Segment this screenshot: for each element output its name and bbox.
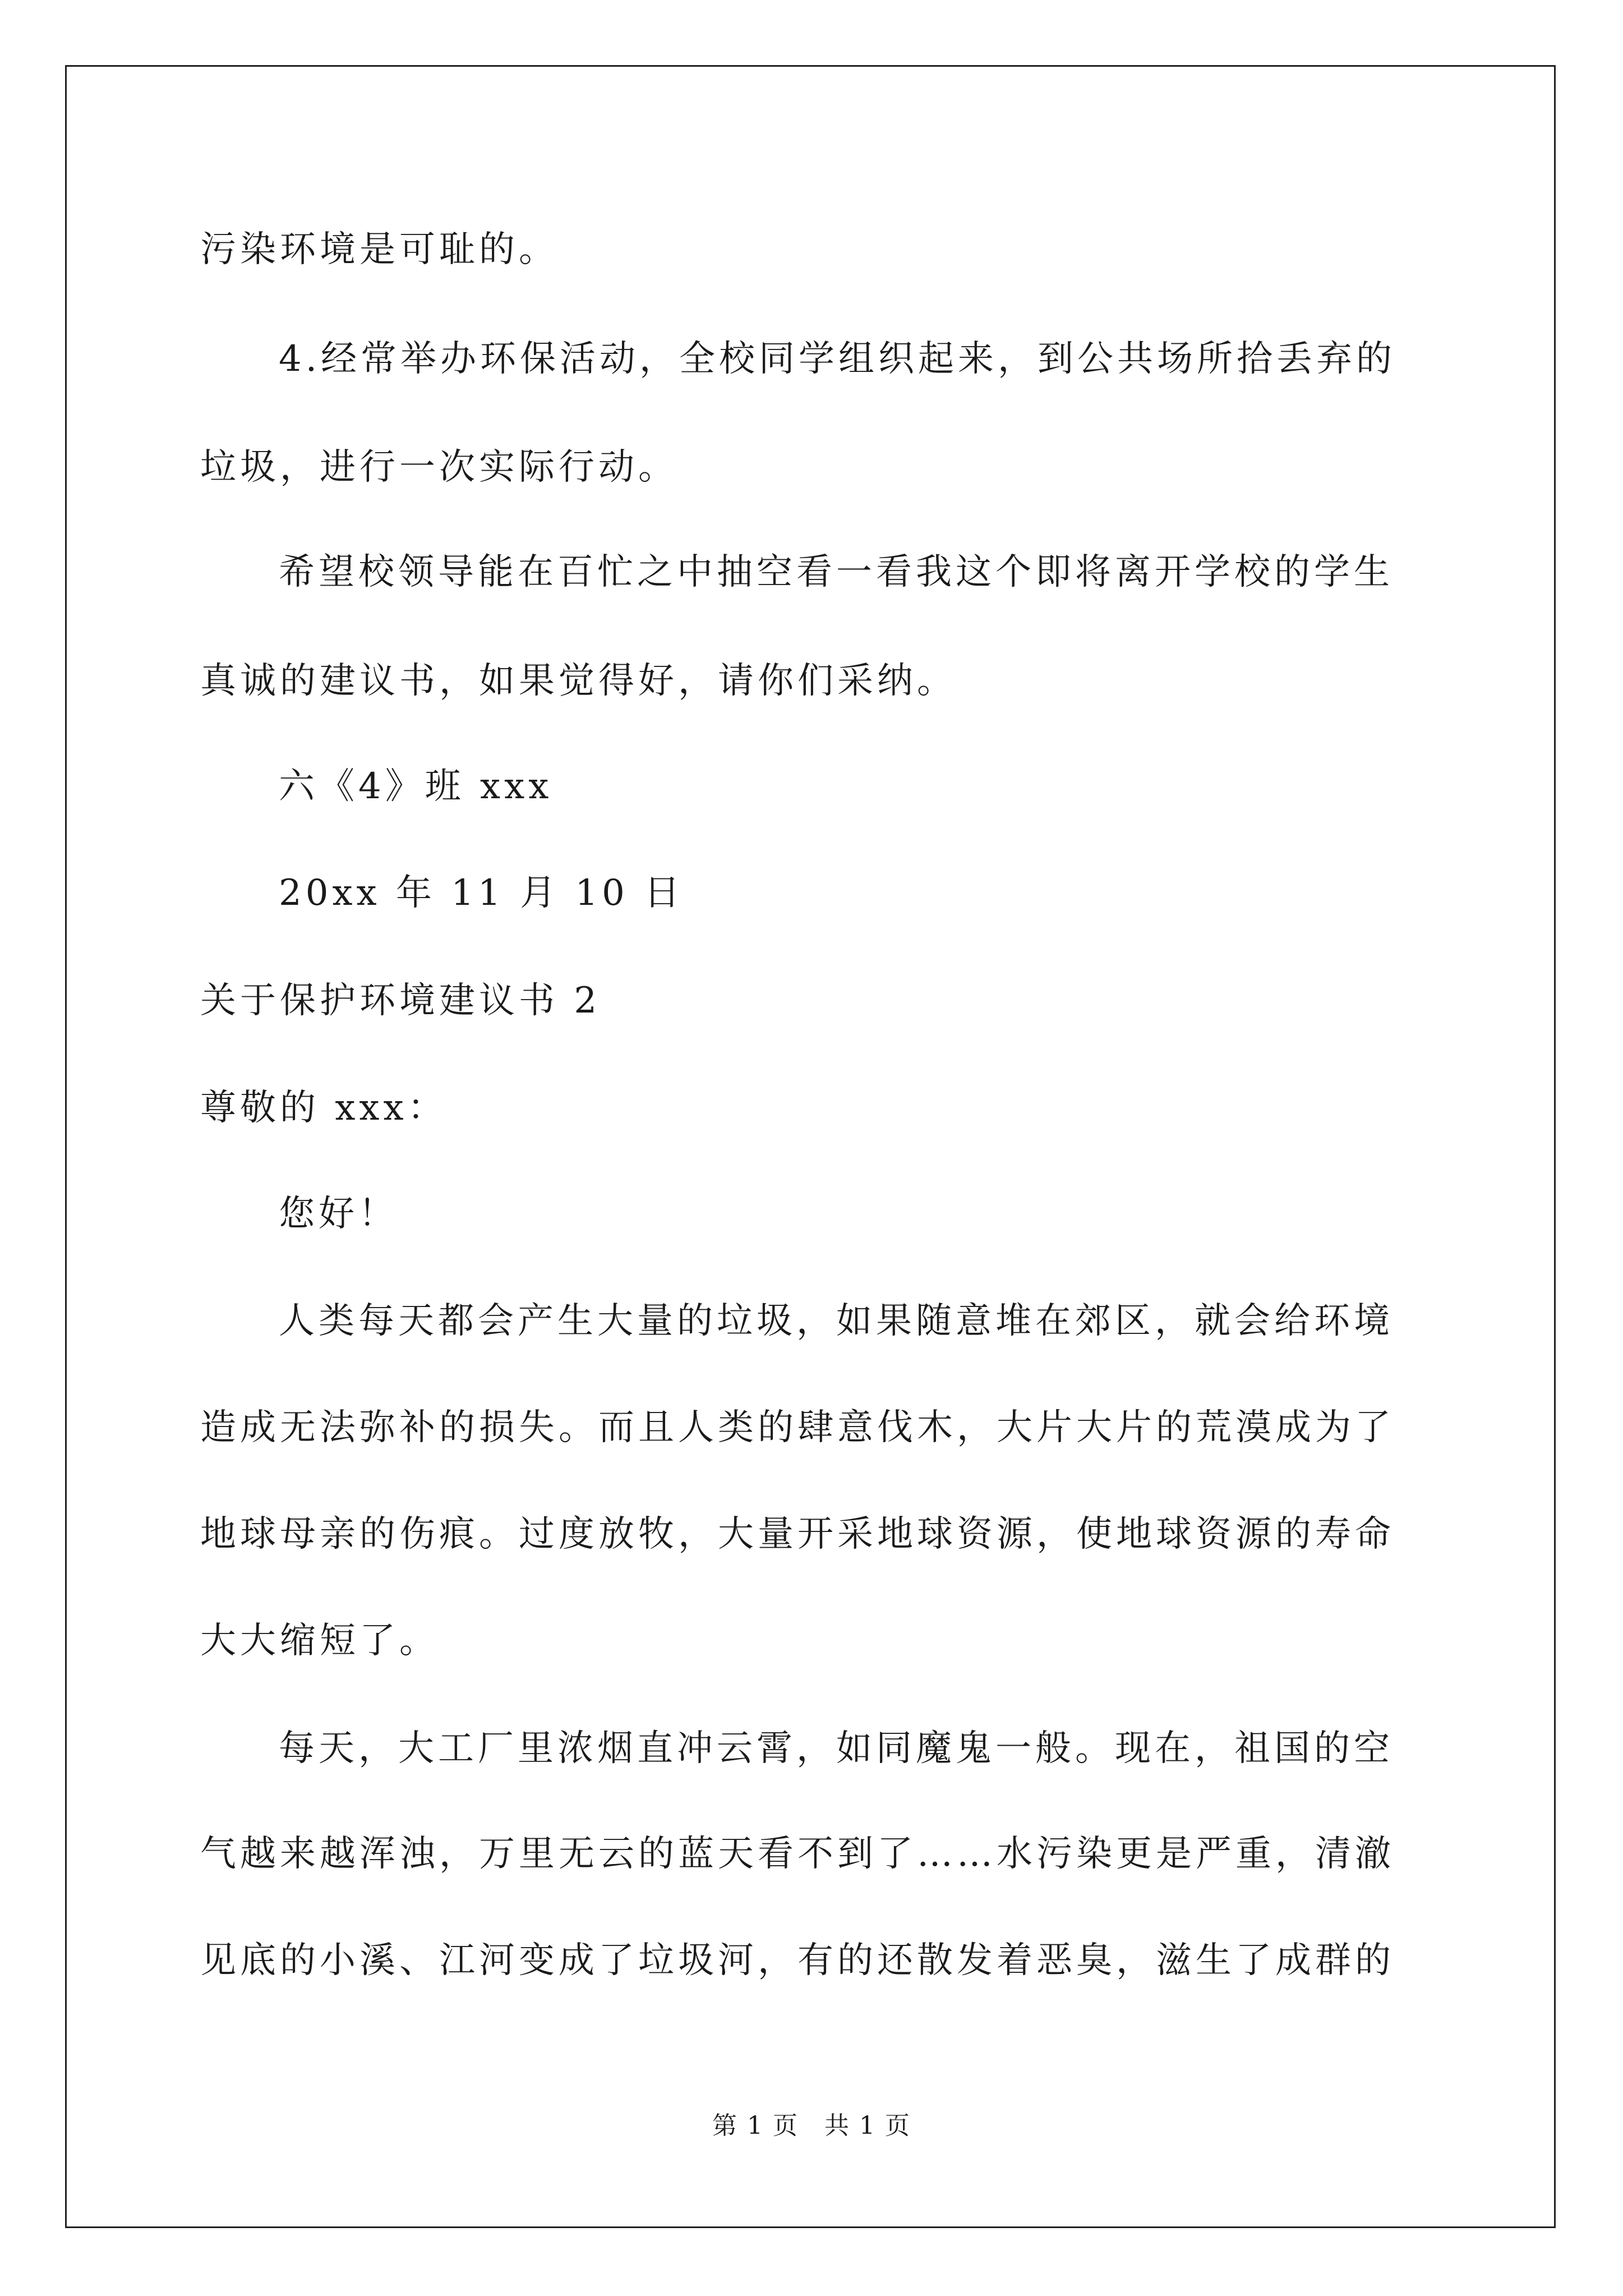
paragraph-line: 4.经常举办环保活动，全校同学组织起来，到公共场所拾丢弃的	[279, 338, 1396, 380]
paragraph-line: 地球母亲的伤痕。过度放牧，大量开采地球资源，使地球资源的寿命	[200, 1513, 1395, 1555]
signature-class: 六《4》班 xxx	[279, 766, 553, 807]
salutation: 尊敬的 xxx：	[200, 1087, 448, 1129]
paragraph-line: 人类每天都会产生大量的垃圾，如果随意堆在郊区，就会给环境	[279, 1300, 1394, 1342]
page-border	[65, 65, 1556, 2228]
paragraph-line: 气越来越浑浊，万里无云的蓝天看不到了……水污染更是严重，清澈	[200, 1833, 1395, 1875]
paragraph-line: 大大缩短了。	[200, 1620, 439, 1662]
paragraph-line: 真诚的建议书，如果觉得好，请你们采纳。	[200, 660, 957, 702]
page-number-footer: 第 1 页 共 1 页	[712, 2111, 911, 2140]
paragraph-line: 希望校领导能在百忙之中抽空看一看我这个即将离开学校的学生	[279, 551, 1394, 593]
greeting: 您好！	[279, 1193, 398, 1235]
paragraph-line: 污染环境是可耻的。	[200, 229, 559, 270]
paragraph-line: 见底的小溪、江河变成了垃圾河，有的还散发着恶臭，滋生了成群的	[200, 1940, 1395, 1981]
signature-date: 20xx 年 11 月 10 日	[279, 872, 684, 914]
paragraph-line: 垃圾，进行一次实际行动。	[200, 447, 678, 488]
section-title: 关于保护环境建议书 2	[200, 980, 601, 1022]
paragraph-line: 每天，大工厂里浓烟直冲云霄，如同魔鬼一般。现在，祖国的空	[279, 1728, 1394, 1769]
paragraph-line: 造成无法弥补的损失。而且人类的肆意伐木，大片大片的荒漠成为了	[200, 1407, 1395, 1448]
